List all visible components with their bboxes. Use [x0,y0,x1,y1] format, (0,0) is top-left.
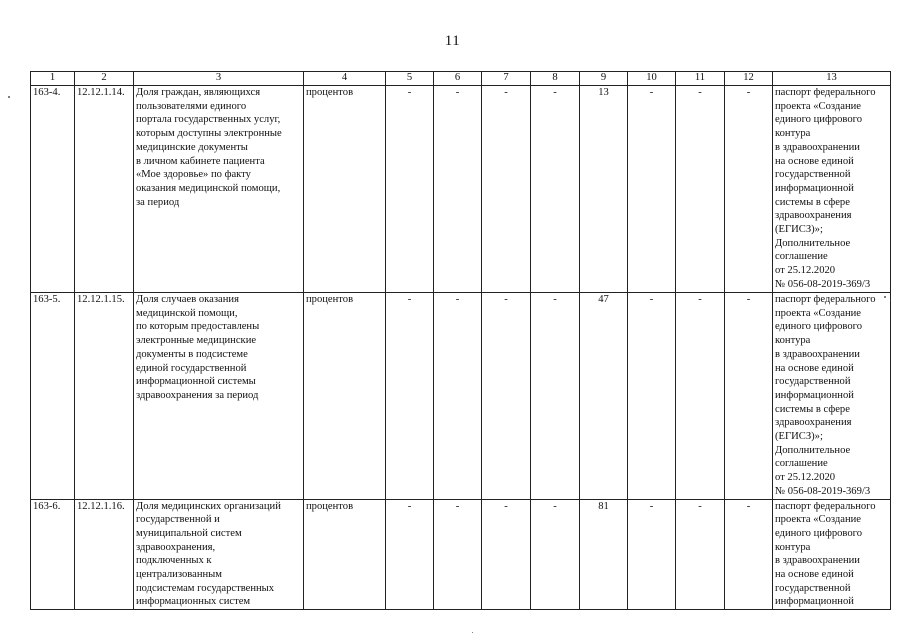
indicator-name: Доля медицинских организаций государственной и муниципальной систем здравоохранения, подключенных к централизованным подсистемам государственных информационных систем [134,499,304,610]
indicator-code: 12.12.1.16. [75,499,134,610]
header-col-1: 1 [31,72,75,86]
value-col-8: - [531,86,580,293]
value-col-6: - [434,499,482,610]
value-col-11: - [676,293,725,500]
value-col-7: - [482,86,531,293]
header-row [31,72,891,86]
value-col-6: - [434,86,482,293]
unit: процентов [304,293,386,500]
header-col-13: 13 [773,72,891,86]
source-document: паспорт федерального проекта «Создание единого цифрового контура в здравоохранении на основе единой государственной информационной [773,499,891,610]
page-number: 11 [444,33,461,49]
header-col-2: 2 [75,72,134,86]
value-col-9: 81 [580,499,628,610]
value-col-10: - [628,293,676,500]
scan-speck [472,632,473,633]
value-col-10: - [628,499,676,610]
indicator-name: Доля случаев оказания медицинской помощи, по которым предоставлены электронные медицинские документы в подсистеме единой государственной информационной системы здравоохранения за период [134,293,304,500]
value-col-9: 47 [580,293,628,500]
header-col-10: 10 [628,72,676,86]
scan-speck [884,296,886,298]
scan-speck [8,96,10,98]
value-col-12: - [725,86,773,293]
table-row [31,293,891,500]
table-row [31,86,891,293]
header-col-7: 7 [482,72,531,86]
value-col-8: - [531,499,580,610]
source-document: паспорт федерального проекта «Создание единого цифрового контура в здравоохранении на основе единой государственной информационной системы в сфере здравоохранения (ЕГИСЗ)»; Дополнительное соглашение от 25.12.2020 № 056-08-2019-369/3 [773,293,891,500]
header-col-12: 12 [725,72,773,86]
value-col-5: - [386,293,434,500]
header-col-3: 3 [134,72,304,86]
value-col-6: - [434,293,482,500]
indicator-table [30,71,891,610]
value-col-5: - [386,86,434,293]
value-col-9: 13 [580,86,628,293]
table-row [31,499,891,610]
header-col-5: 5 [386,72,434,86]
header-col-4: 4 [304,72,386,86]
unit: процентов [304,86,386,293]
row-number: 163-6. [31,499,75,610]
value-col-7: - [482,499,531,610]
source-document: паспорт федерального проекта «Создание единого цифрового контура в здравоохранении на основе единой государственной информационной системы в сфере здравоохранения (ЕГИСЗ)»; Дополнительное соглашение от 25.12.2020 № 056-08-2019-369/3 [773,86,891,293]
value-col-7: - [482,293,531,500]
indicator-code: 12.12.1.15. [75,293,134,500]
header-col-6: 6 [434,72,482,86]
value-col-10: - [628,86,676,293]
value-col-11: - [676,86,725,293]
header-col-9: 9 [580,72,628,86]
value-col-5: - [386,499,434,610]
indicator-name: Доля граждан, являющихся пользователями единого портала государственных услуг, которым доступны электронные медицинские документы в личном кабинете пациента «Мое здоровье» по факту оказания медицинской помощи, за период [134,86,304,293]
value-col-8: - [531,293,580,500]
scan-speck [890,300,891,301]
header-col-8: 8 [531,72,580,86]
value-col-12: - [725,499,773,610]
indicator-code: 12.12.1.14. [75,86,134,293]
row-number: 163-5. [31,293,75,500]
unit: процентов [304,499,386,610]
row-number: 163-4. [31,86,75,293]
header-col-11: 11 [676,72,725,86]
value-col-11: - [676,499,725,610]
value-col-12: - [725,293,773,500]
